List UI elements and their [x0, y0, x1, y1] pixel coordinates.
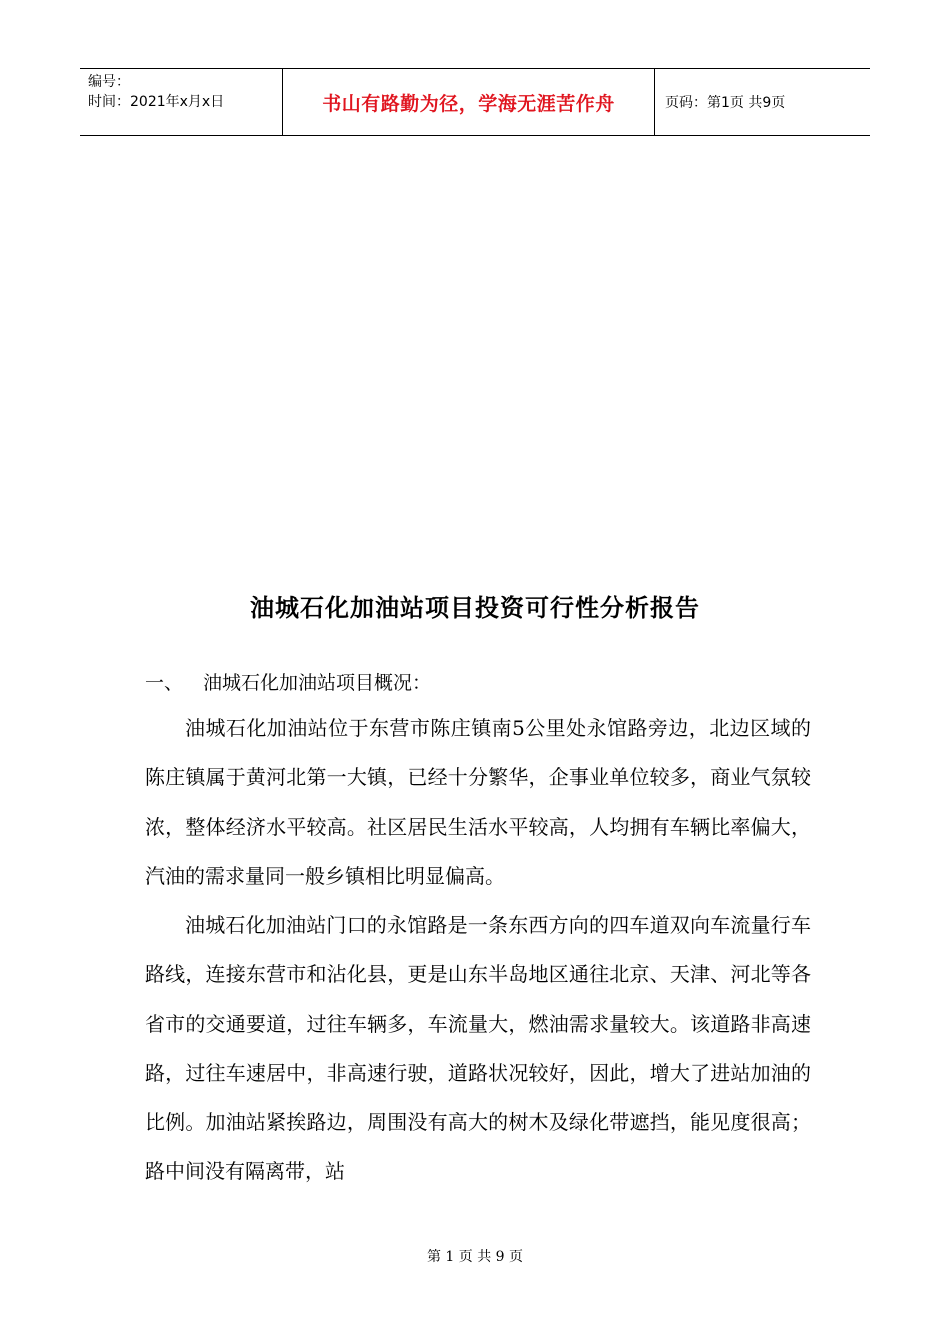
section-heading-text: 油城石化加油站项目概况： [203, 672, 432, 694]
date-label: 时间：2021年x月x日 [88, 94, 225, 110]
header-meta [80, 69, 282, 135]
section-number: 一、 [145, 672, 184, 694]
page-footer: 第 1 页 共 9 页 [426, 1249, 524, 1265]
header-page-info: 页码：第1页 共9页 [665, 95, 786, 111]
section-heading [145, 668, 431, 698]
paragraph: 油城石化加油站门口的永馆路是一条东西方向的四车道双向车流量行车路线，连接东营市和沾化县，更是山东半岛地区通往北京、天津、河北等各省市的交通要道，过往车辆多，车流量大，燃油需求量较大。该道路非高速路，过往车速居中，非高速行驶，道路状况较好，因此，增大了进站加油的比例。加油站紧挨路边，周围没有高大的树木及绿化带遮挡，能见度很高；路中间没有隔离带，站 [145, 913, 811, 1184]
document-title: 油城石化加油站项目投资可行性分析报告 [250, 593, 700, 622]
paragraph: 油城石化加油站位于东营市陈庄镇南5公里处永馆路旁边，北边区域的陈庄镇属于黄河北第一大镇，已经十分繁华，企事业单位较多，商业气氛较浓，整体经济水平较高。社区居民生活水平较高，人均拥有车辆比率偏大，汽油的需求量同一般乡镇相比明显偏高。 [145, 716, 811, 888]
document-header [80, 68, 870, 136]
header-motto: 书山有路勤为径，学海无涯苦作舟 [282, 69, 655, 135]
serial-number-label: 编号： [88, 74, 130, 90]
